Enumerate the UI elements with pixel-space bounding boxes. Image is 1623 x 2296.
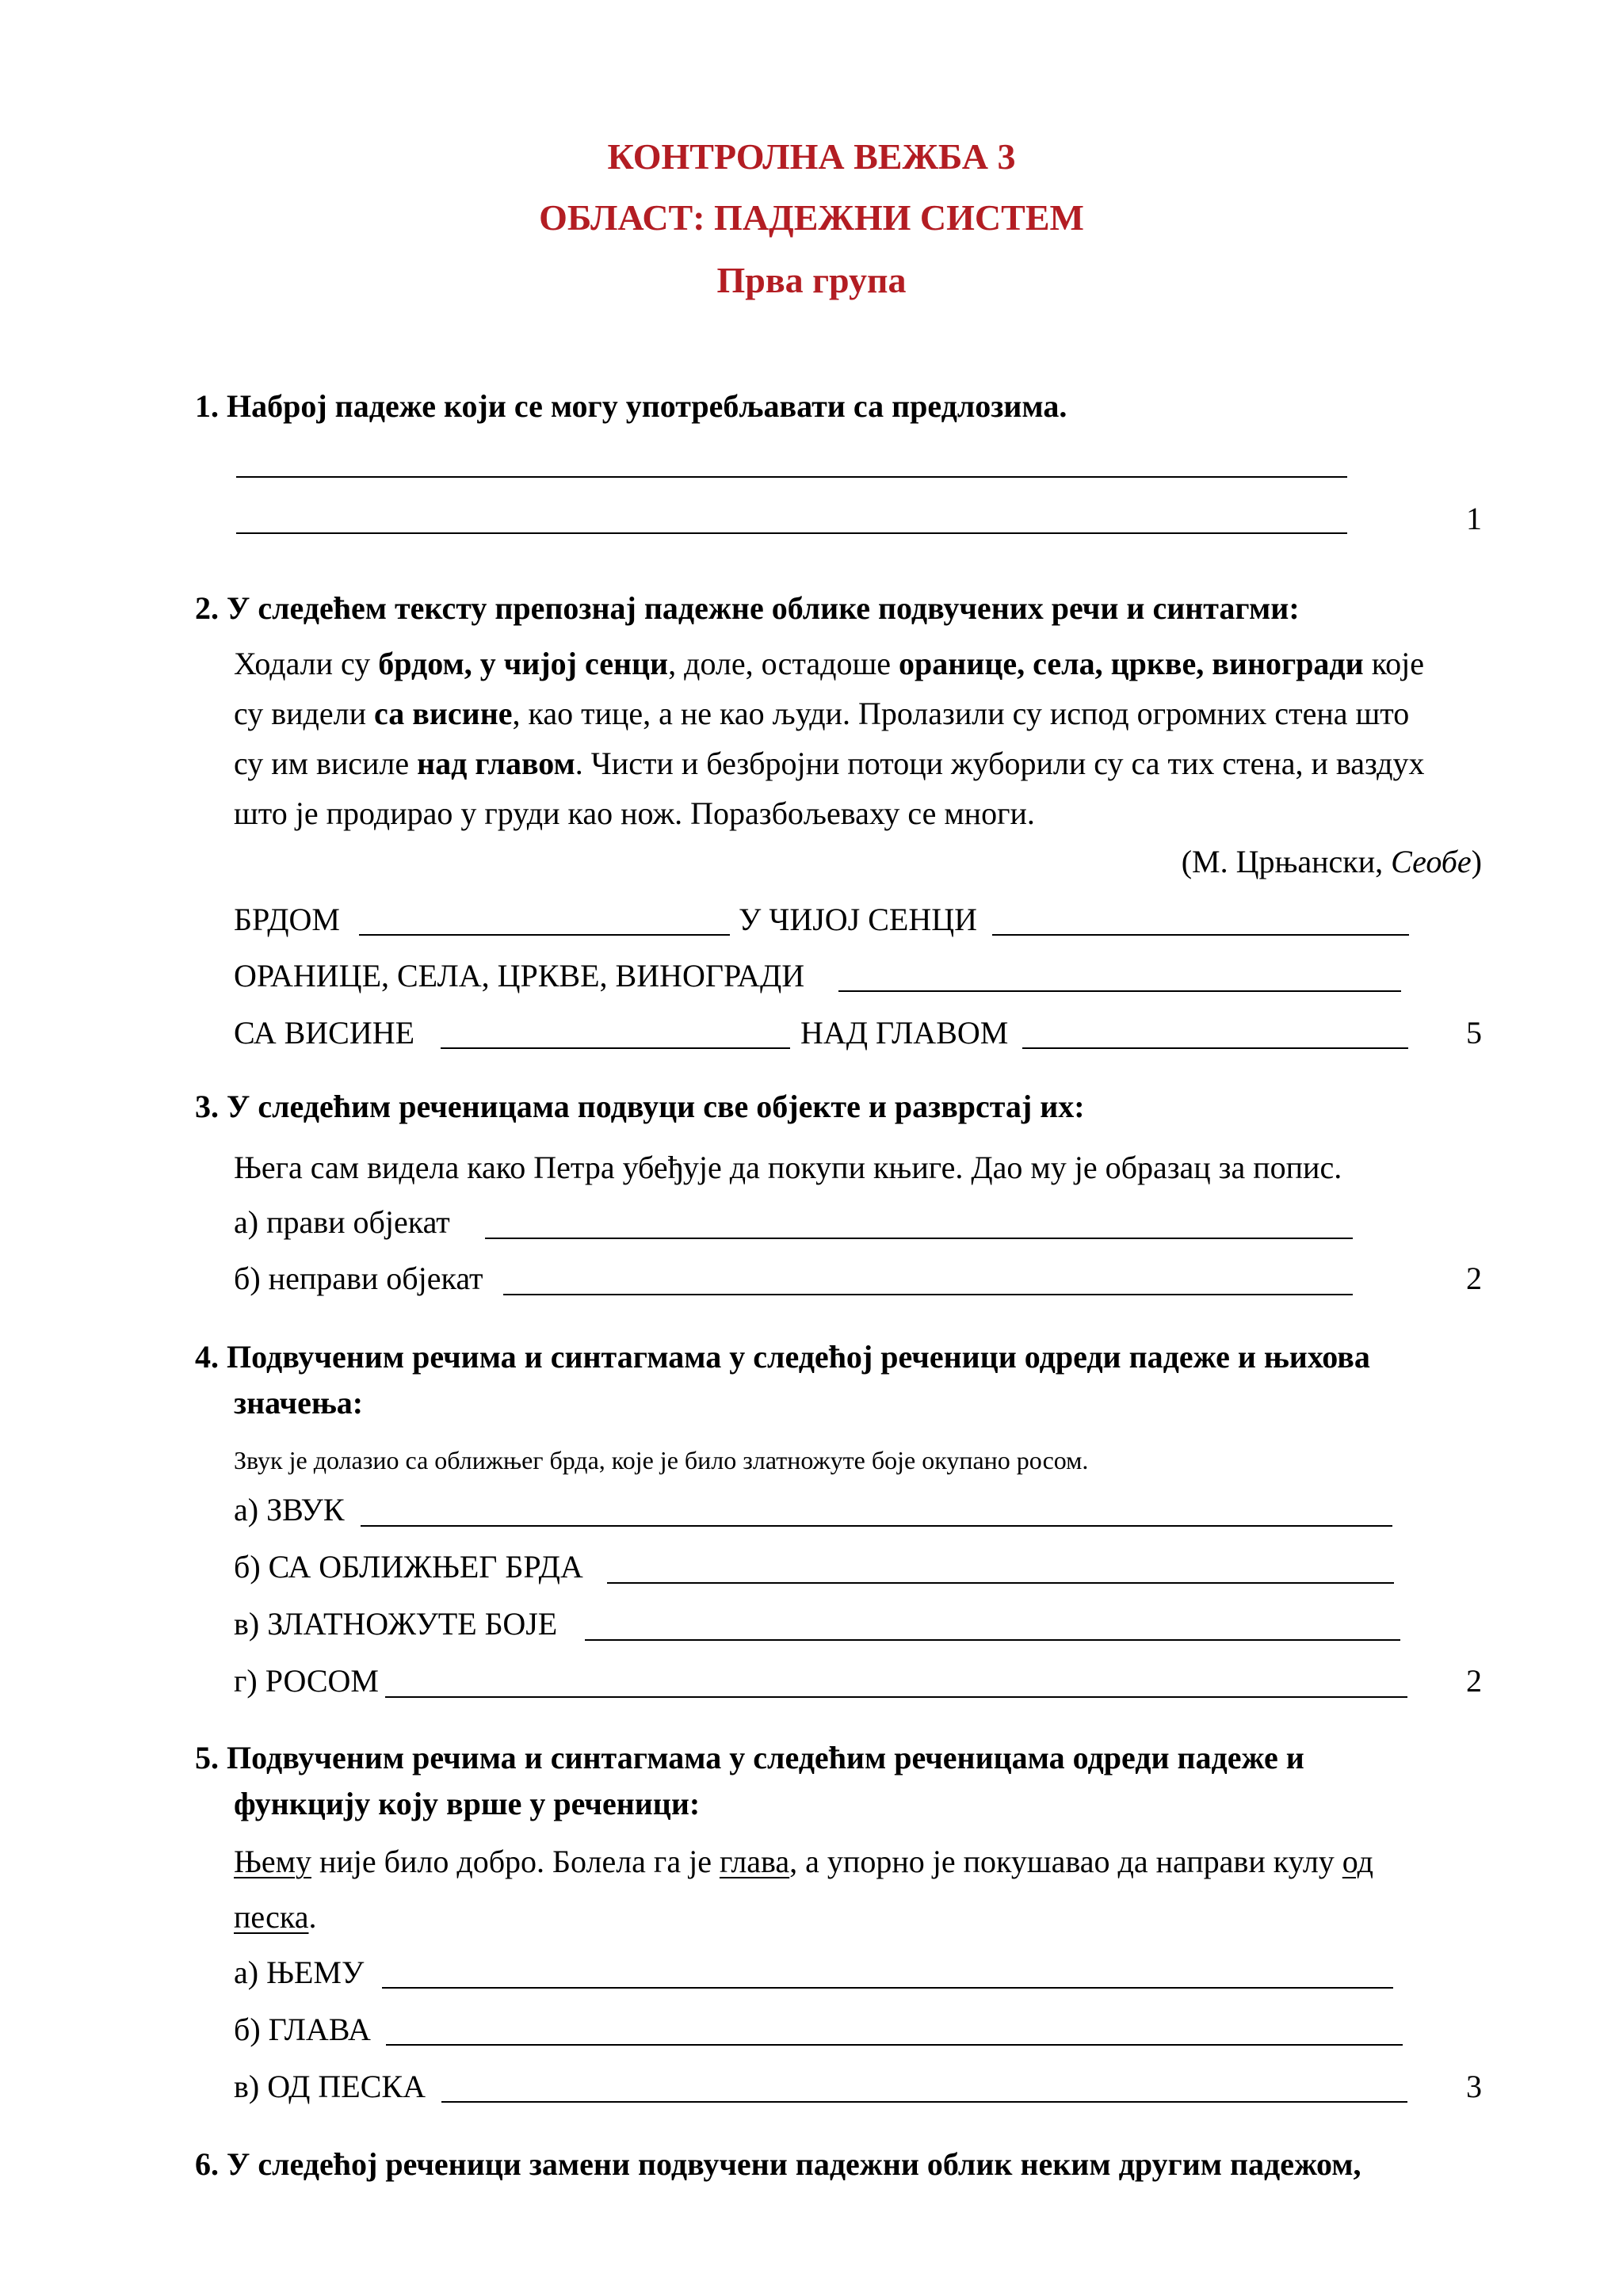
- question-4: [195, 1334, 1370, 1380]
- question-3: [195, 1084, 1085, 1130]
- answer-line[interactable]: [441, 2101, 1407, 2103]
- target-word: песка: [234, 1899, 309, 1935]
- target-phrase: брдом, у чијој сенци: [378, 646, 669, 681]
- field-label: в) ЗЛАТНОЖУТЕ БОЈЕ: [234, 1606, 558, 1642]
- question-text-cont: значења:: [234, 1385, 364, 1421]
- answer-line[interactable]: [359, 934, 730, 936]
- passage-line-2: су видели са висине, као тице, а не као људи. Пролазили су испод огромних стена што: [234, 696, 1410, 731]
- answer-line[interactable]: [382, 1987, 1393, 1989]
- answer-line[interactable]: [838, 990, 1401, 992]
- worksheet-group: Прва група: [716, 260, 907, 300]
- answer-line[interactable]: [386, 2044, 1403, 2046]
- question-number: 1.: [195, 388, 219, 424]
- field-label: НАД ГЛАВОМ: [800, 1015, 1009, 1051]
- points: 3: [1466, 2069, 1482, 2104]
- question-text: Подвученим речима и синтагмама у следећој реченици одреди падеже и њихова: [227, 1339, 1370, 1375]
- field-label: ОРАНИЦЕ, СЕЛА, ЦРКВЕ, ВИНОГРАДИ: [234, 958, 805, 994]
- target-word: Њему: [234, 1844, 311, 1879]
- field-label: а) ЊЕМУ: [234, 1955, 365, 1990]
- question-1: [195, 383, 1067, 429]
- question-number: 5.: [195, 1740, 219, 1775]
- field-label: б) ГЛАВА: [234, 2012, 371, 2047]
- sentence: Звук је долазио са оближњег брда, које је било златножуте боје окупано росом.: [234, 1446, 1089, 1474]
- question-number: 4.: [195, 1339, 219, 1375]
- answer-line[interactable]: [441, 1047, 790, 1049]
- field-label: б) СА ОБЛИЖЊЕГ БРДА: [234, 1549, 583, 1585]
- answer-line[interactable]: [236, 532, 1347, 534]
- field-label: б) неправи објекат: [234, 1261, 483, 1296]
- field-label: У ЧИЈОЈ СЕНЦИ: [739, 902, 977, 937]
- question-text-cont: функцију коју врше у реченици:: [234, 1786, 701, 1821]
- answer-line[interactable]: [503, 1294, 1353, 1295]
- question-5: [195, 1735, 1304, 1781]
- passage-line-4: што је продирао у груди као нож. Поразбољеваху се многи.: [234, 795, 1035, 831]
- target-phrase: над главом: [417, 746, 575, 781]
- target-word: од: [1342, 1844, 1373, 1879]
- answer-line[interactable]: [992, 934, 1409, 936]
- question-number: 2.: [195, 590, 219, 626]
- answer-line[interactable]: [361, 1525, 1392, 1527]
- points: 2: [1466, 1261, 1482, 1296]
- question-text: У следећој реченици замени подвучени падежни облик неким другим падежом,: [227, 2146, 1361, 2182]
- points: 2: [1466, 1663, 1482, 1699]
- field-label: в) ОД ПЕСКА: [234, 2069, 426, 2104]
- question-2: [195, 585, 1300, 631]
- question-number: 6.: [195, 2146, 219, 2182]
- worksheet-area: ОБЛАСТ: ПАДЕЖНИ СИСТЕМ: [539, 197, 1084, 238]
- points: 5: [1466, 1015, 1482, 1051]
- question-text: У следећем тексту препознај падежне облике подвучених речи и синтагми:: [227, 590, 1300, 626]
- target-word: глава: [719, 1844, 790, 1879]
- question-text: Подвученим речима и синтагмама у следећим реченицама одреди падеже и: [227, 1740, 1304, 1775]
- answer-line[interactable]: [607, 1582, 1394, 1584]
- answer-line[interactable]: [585, 1639, 1400, 1641]
- field-label: СА ВИСИНЕ: [234, 1015, 415, 1051]
- sentence-line-1: Њему није било добро. Болела га је глава, а упорно је покушавао да направи кулу од: [234, 1844, 1373, 1879]
- target-phrase: оранице, села, цркве, виногради: [899, 646, 1364, 681]
- field-label: БРДОМ: [234, 902, 340, 937]
- passage-line-3: су им висиле над главом. Чисти и безбројни потоци жуборили су са тих стена, и ваздух: [234, 746, 1425, 781]
- question-text: У следећим реченицама подвуци све објекте и разврстај их:: [227, 1089, 1085, 1124]
- field-label: а) прави објекат: [234, 1204, 450, 1240]
- passage-line-1: Ходали су брдом, у чијој сенци, доле, остадоше оранице, села, цркве, виногради које: [234, 646, 1424, 681]
- answer-line[interactable]: [385, 1696, 1407, 1698]
- sentence-line-2: песка.: [234, 1899, 317, 1935]
- question-text: Наброј падеже који се могу употребљавати са предлозима.: [227, 388, 1067, 424]
- question-6: [195, 2142, 1361, 2187]
- answer-line[interactable]: [485, 1238, 1353, 1239]
- answer-line[interactable]: [1022, 1047, 1408, 1049]
- citation: (М. Црњански, Сеобе): [1181, 844, 1482, 879]
- field-label: г) РОСОМ: [234, 1663, 379, 1699]
- question-number: 3.: [195, 1089, 219, 1124]
- sentence: Њега сам видела како Петра убеђује да покупи књиге. Дао му је образац за попис.: [234, 1150, 1342, 1185]
- worksheet-title: КОНТРОЛНА ВЕЖБА 3: [607, 136, 1016, 177]
- points: 1: [1466, 501, 1482, 536]
- field-label: а) ЗВУК: [234, 1492, 345, 1527]
- target-phrase: са висине: [374, 696, 513, 731]
- answer-line[interactable]: [236, 476, 1347, 478]
